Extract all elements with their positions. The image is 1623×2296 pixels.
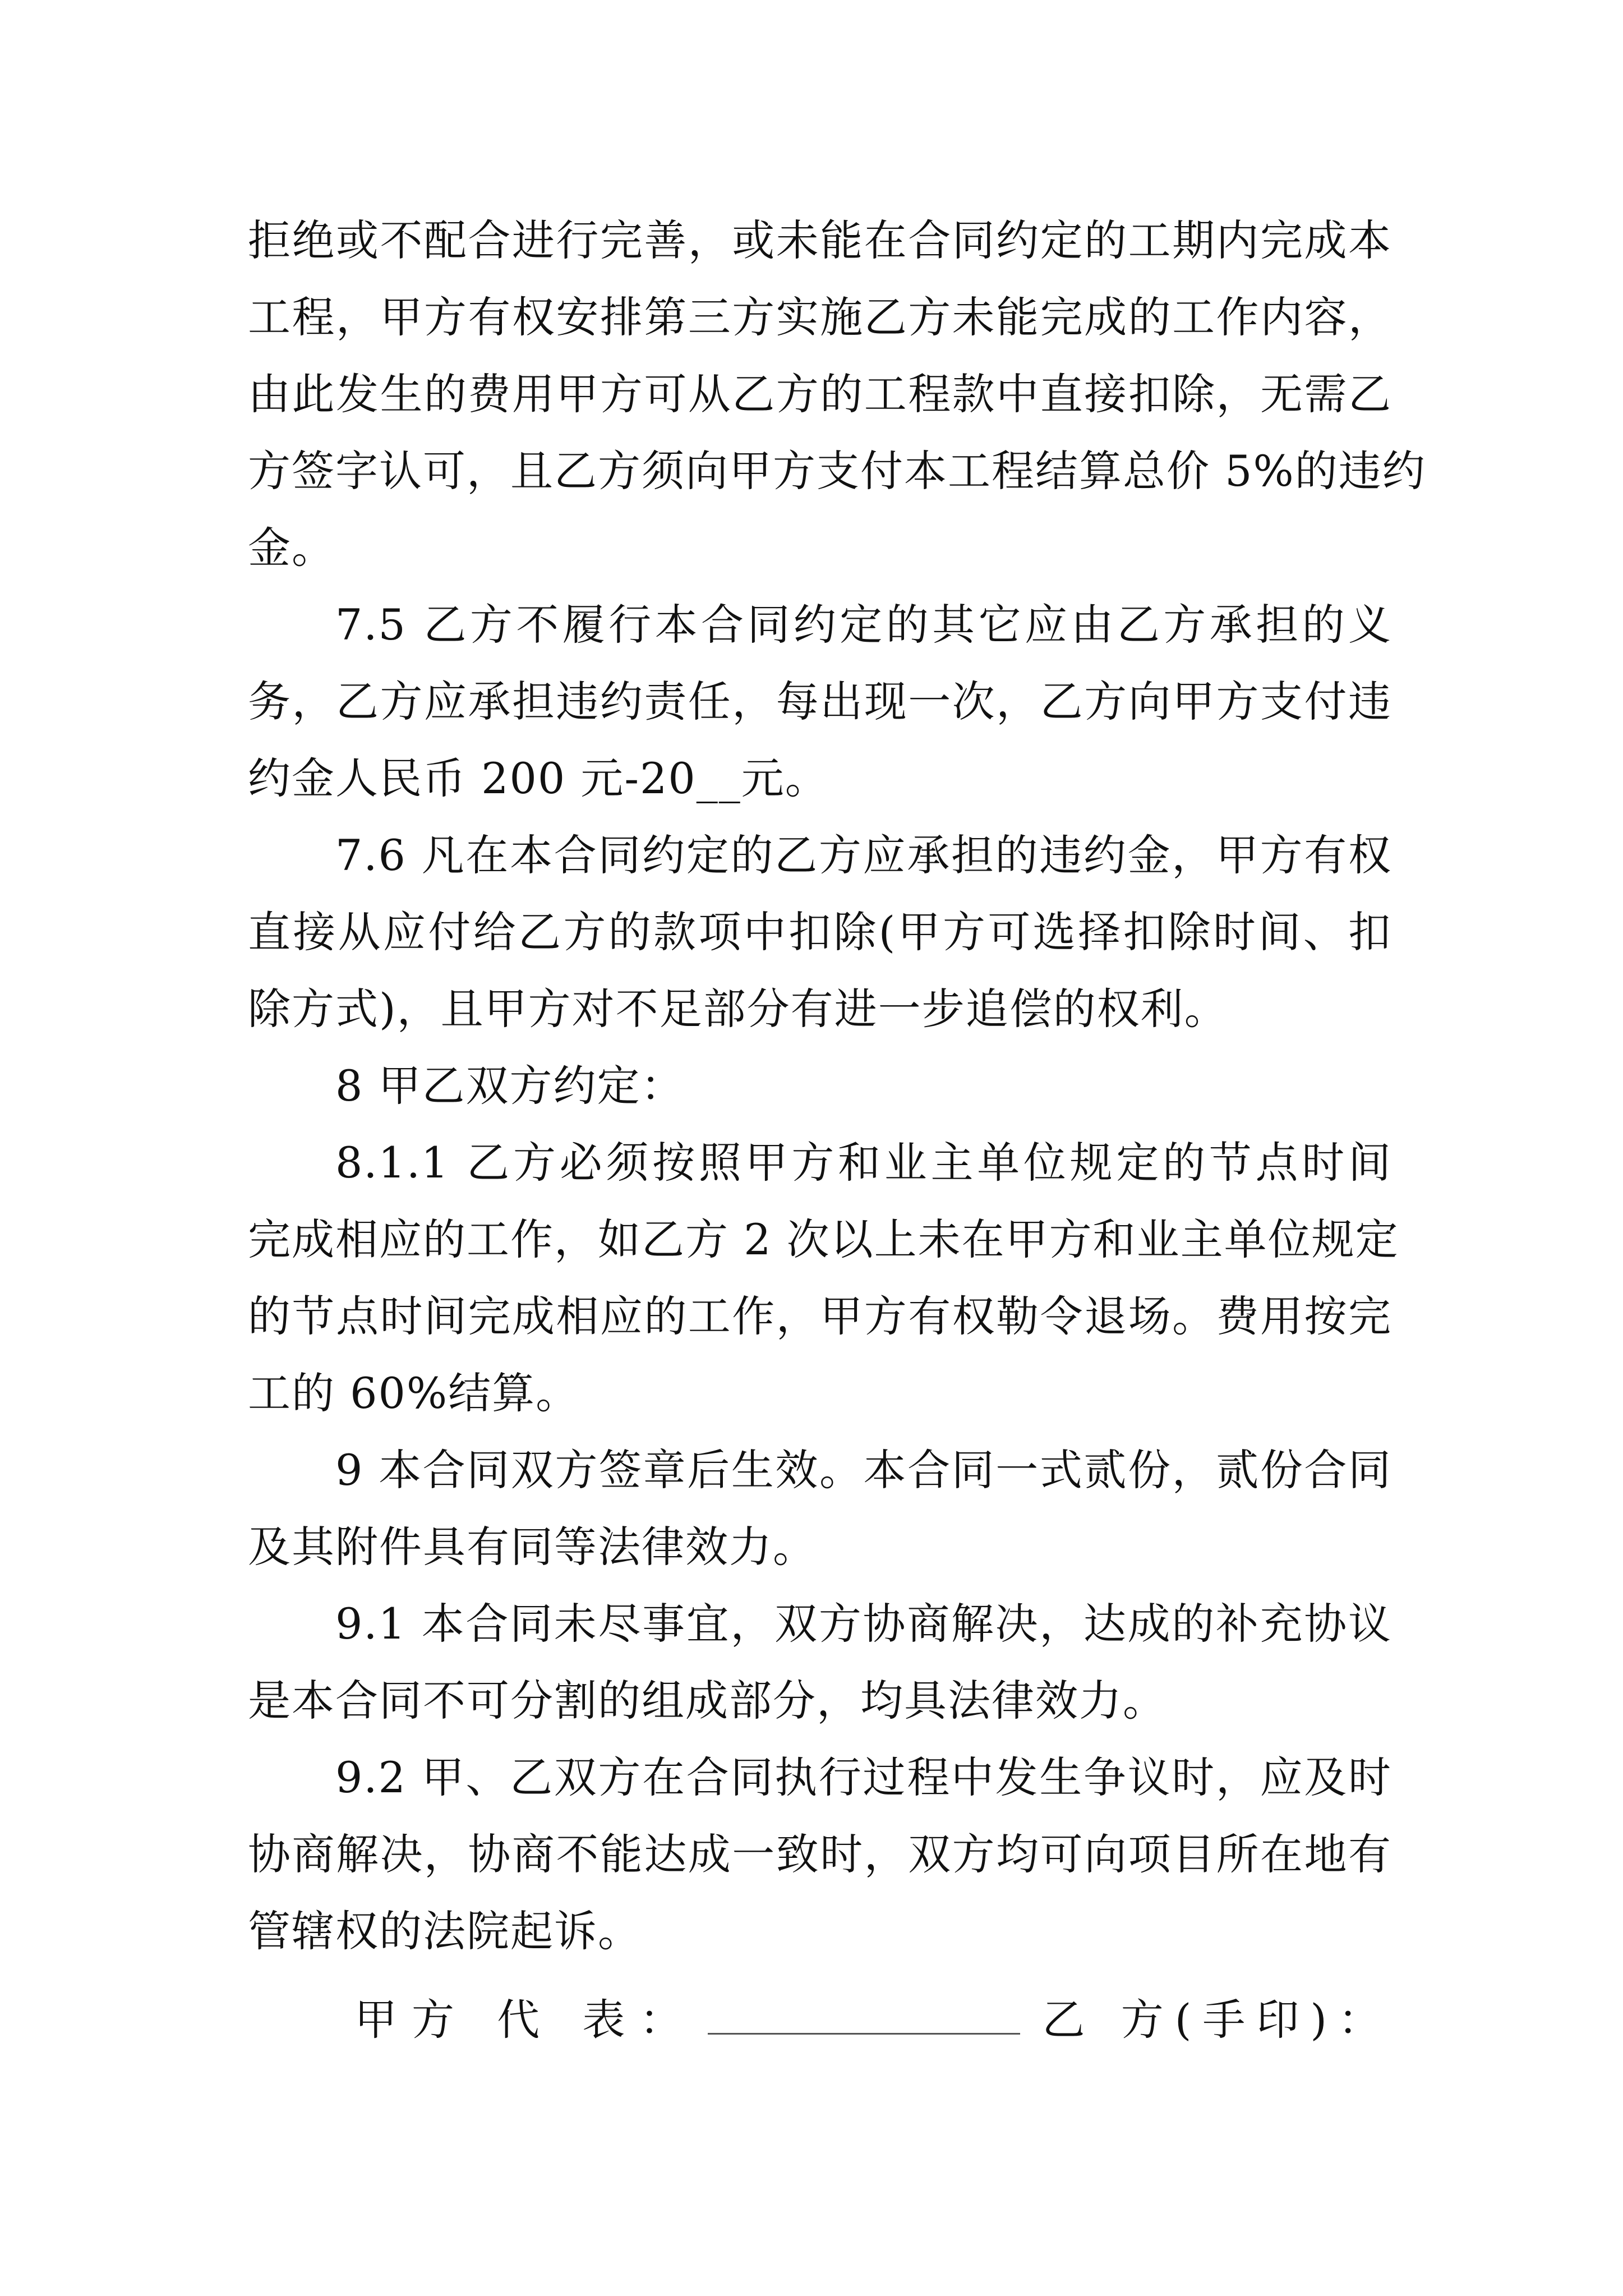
clause-9: 9 本合同双方签章后生效。本合同一式贰份，贰份合同: [335, 1445, 1392, 1495]
text-line: 的节点时间完成相应的工作，甲方有权勒令退场。费用按完: [248, 1291, 1392, 1341]
party-a-signature-blank[interactable]: [708, 1994, 1020, 2035]
text-line: 方签字认可，且乙方须向甲方支付本工程结算总价 5%的违约: [248, 446, 1426, 496]
text-line: 工程，甲方有权安排第三方实施乙方未能完成的工作内容，: [248, 292, 1392, 342]
text-line: 拒绝或不配合进行完善，或未能在合同约定的工期内完成本: [248, 215, 1392, 265]
text-line: 务，乙方应承担违约责任，每出现一次，乙方向甲方支付违: [248, 677, 1392, 726]
text-line: 除方式)，且甲方对不足部分有进一步追偿的权利。: [248, 984, 1228, 1034]
text-line: 及其附件具有同等法律效力。: [248, 1522, 817, 1572]
party-b-label: 乙 方(手印)：: [1042, 1995, 1392, 2045]
text-line: 是本合同不可分割的组成部分，均具法律效力。: [248, 1676, 1166, 1726]
text-line: 工的 60%结算。: [248, 1368, 580, 1418]
party-a-label: 甲方 代 表：: [354, 1995, 697, 2045]
text-line: 金。: [248, 523, 335, 573]
text-line: 由此发生的费用甲方可从乙方的工程款中直接扣除，无需乙: [248, 369, 1392, 419]
text-line: 管辖权的法院起诉。: [248, 1906, 642, 1956]
text-line: 协商解决，协商不能达成一致时，双方均可向项目所在地有: [248, 1829, 1392, 1879]
clause-8: 8 甲乙双方约定：: [335, 1061, 685, 1111]
clause-7-5: 7.5 乙方不履行本合同约定的其它应由乙方承担的义: [335, 600, 1392, 650]
clause-9-1: 9.1 本合同未尽事宜，双方协商解决，达成的补充协议: [335, 1599, 1392, 1649]
clause-9-2: 9.2 甲、乙双方在合同执行过程中发生争议时，应及时: [335, 1752, 1392, 1802]
clause-8-1-1: 8.1.1 乙方必须按照甲方和业主单位规定的节点时间: [335, 1138, 1392, 1188]
signature-row: [354, 1989, 1392, 2051]
clause-7-6: 7.6 凡在本合同约定的乙方应承担的违约金，甲方有权: [335, 830, 1392, 880]
text-line: 完成相应的工作，如乙方 2 次以上未在甲方和业主单位规定: [248, 1214, 1399, 1264]
text-line: 约金人民币 200 元-20__元。: [248, 753, 829, 803]
text-line: 直接从应付给乙方的款项中扣除(甲方可选择扣除时间、扣: [248, 907, 1392, 957]
